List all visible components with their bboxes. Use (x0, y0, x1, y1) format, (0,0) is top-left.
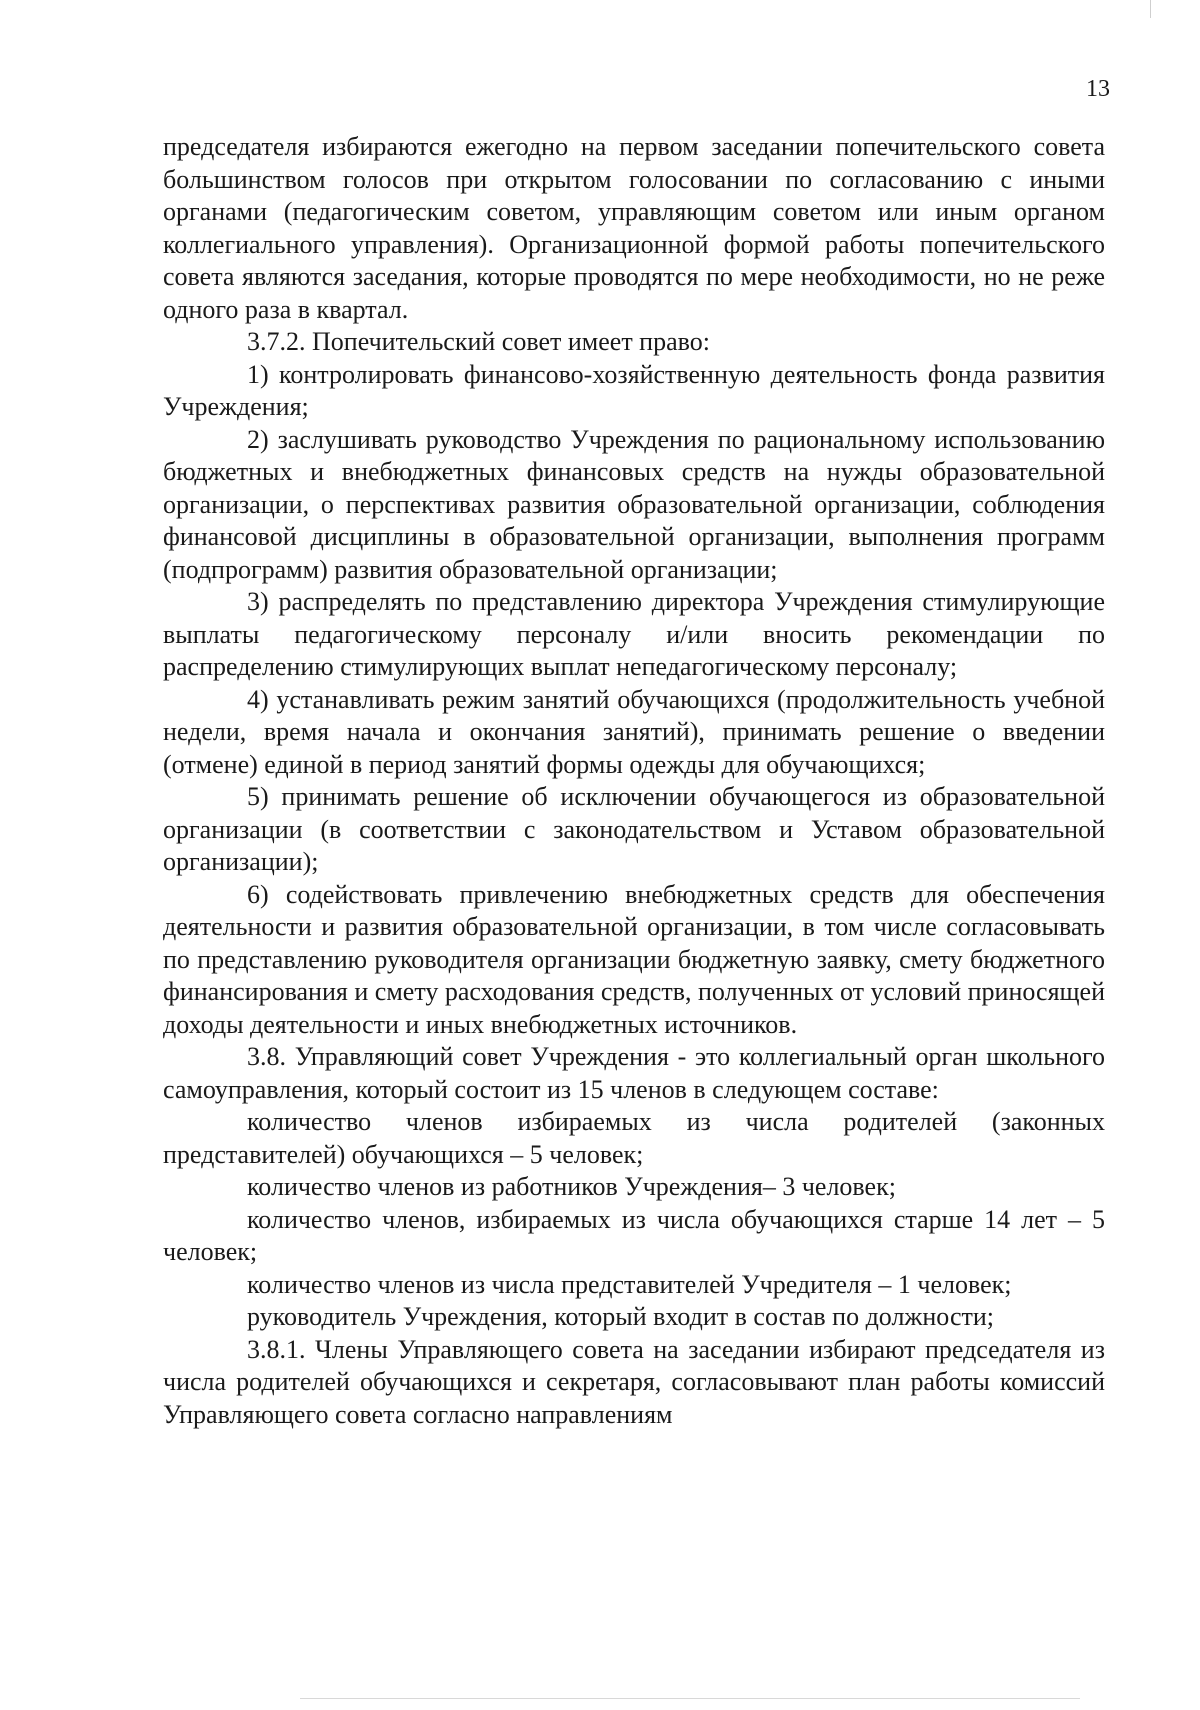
body-text (163, 131, 1105, 1431)
list-item-4: 4) устанавливать режим занятий обучающихся (продолжительность учебной недели, время начала и окончания занятий), принимать решение о введении (отмене) единой в период занятий формы одежды для обучающихся; (163, 684, 1105, 779)
paragraph-section-3-7-2: 3.7.2. Попечительский совет имеет право: (247, 327, 710, 356)
composition-item-staff: количество членов из работников Учреждения– 3 человек; (247, 1172, 896, 1201)
paragraph-section-3-8-1: 3.8.1. Члены Управляющего совета на заседании избирают председателя из числа родителей обучающихся и секретаря, согласовывают план работы комиссий Управляющего совета согласно направлениям (163, 1334, 1105, 1429)
list-item-6: 6) содействовать привлечению внебюджетных средств для обеспечения деятельности и развития образовательной организации, в том числе согласовывать по представлению руководителя организации бюджетную заявку, смету бюджетного финансирования и смету расходования средств, полученных от условий приносящей доходы деятельности и иных внебюджетных источников. (163, 879, 1105, 1039)
composition-item-students: количество членов, избираемых из числа обучающихся старше 14 лет – 5 человек; (163, 1204, 1105, 1266)
composition-item-head: руководитель Учреждения, который входит в состав по должности; (247, 1302, 994, 1331)
list-item-2: 2) заслушивать руководство Учреждения по рациональному использованию бюджетных и внебюджетных финансовых средств на нужды образовательной организации, о перспективах развития образовательной организации, соблюдения финансовой дисциплины в образовательной организации, выполнения программ (подпрограмм) развития образовательной организации; (163, 424, 1105, 584)
composition-item-founder: количество членов из числа представителей Учредителя – 1 человек; (247, 1269, 1012, 1299)
list-item-5: 5) принимать решение об исключении обучающегося из образовательной организации (в соответствии с законодательством и Уставом образовательной организации); (163, 782, 1105, 876)
paragraph-continuation: председателя избираются ежегодно на первом заседании попечительского совета большинством голосов при открытом голосовании по согласованию с иными органами (педагогическим советом, управляющим советом или иным органом коллегиального управления). Организационной формой работы попечительского совета являются заседания, которые проводятся по мере необходимости, но не реже одного раза в квартал. (163, 132, 1105, 324)
list-item-3: 3) распределять по представлению директора Учреждения стимулирующие выплаты педагогическому персоналу и/или вносить рекомендации по распределению стимулирующих выплат непедагогическому персоналу; (163, 587, 1105, 681)
scan-bottom-line (300, 1698, 1080, 1699)
scan-edge-mark (1150, 0, 1151, 18)
list-item-1: 1) контролировать финансово-хозяйственную деятельность фонда развития Учреждения; (163, 359, 1105, 421)
composition-item-parents: количество членов избираемых из числа родителей (законных представителей) обучающихся – 5 человек; (163, 1107, 1105, 1169)
page-number: 13 (1086, 76, 1110, 102)
paragraph-section-3-8: 3.8. Управляющий совет Учреждения - это коллегиальный орган школьного самоуправления, который состоит из 15 членов в следующем составе: (163, 1042, 1105, 1104)
